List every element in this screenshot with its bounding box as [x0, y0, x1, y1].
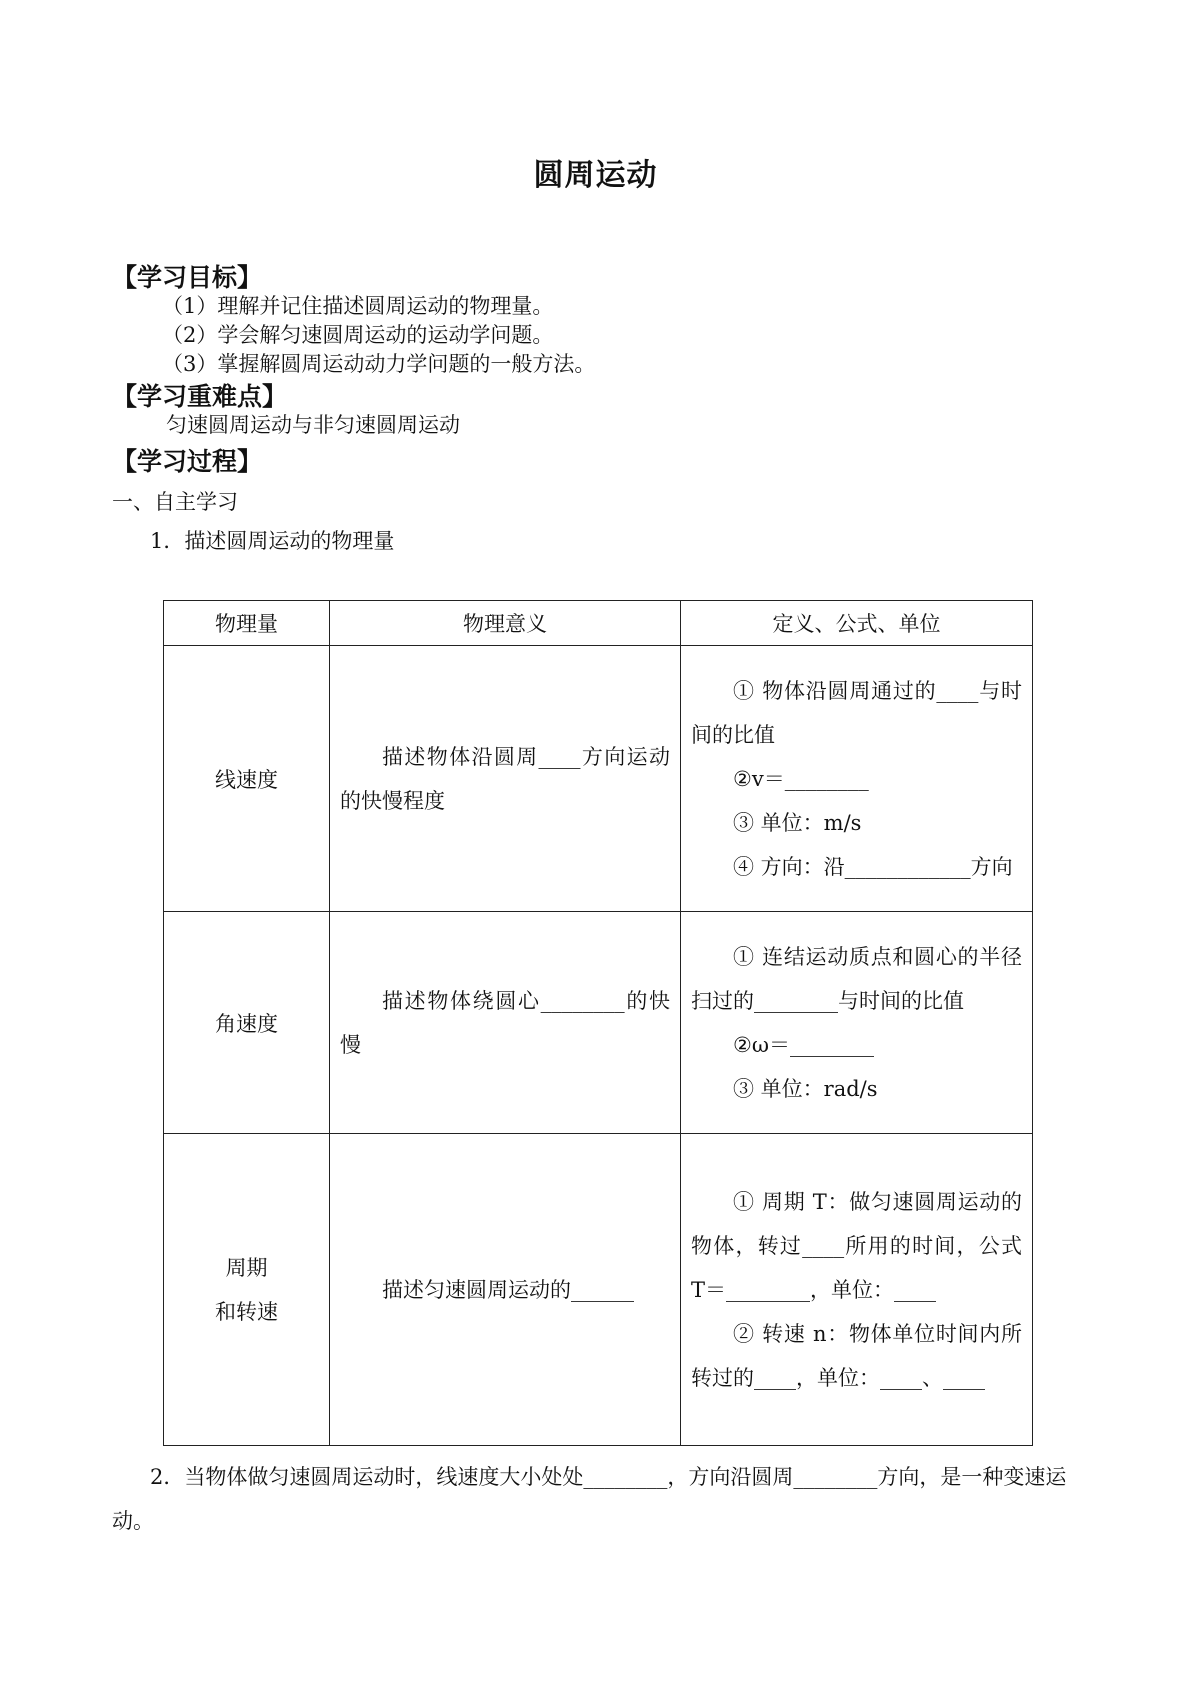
quantity-name-line: 周期 — [225, 1255, 268, 1280]
table-row — [164, 912, 1033, 1134]
key-points-text: 匀速圆周运动与非匀速圆周运动 — [166, 413, 460, 437]
table-row — [164, 646, 1033, 912]
objectives-heading: 【学习目标】 — [112, 263, 263, 292]
header-meaning: 物理意义 — [330, 601, 681, 646]
meaning-cell — [330, 912, 681, 1134]
definition-line: ③ 单位：m/s — [733, 810, 862, 835]
process-heading: 【学习过程】 — [112, 447, 263, 476]
objective-2: （2）学会解匀速圆周运动的运动学问题。 — [162, 323, 554, 347]
header-quantity: 物理量 — [164, 601, 330, 646]
header-definition: 定义、公式、单位 — [681, 601, 1033, 646]
quantity-name — [164, 912, 330, 1134]
quantity-name-line: 和转速 — [215, 1299, 278, 1324]
meaning-cell — [330, 646, 681, 912]
objective-3: （3）掌握解圆周运动动力学问题的一般方法。 — [162, 352, 596, 376]
quantity-name — [164, 646, 330, 912]
meaning-text: 描述物体沿圆周____方向运动的快慢程度 — [340, 744, 670, 813]
key-points-heading: 【学习重难点】 — [112, 382, 288, 411]
objective-1: （1）理解并记住描述圆周运动的物理量。 — [162, 294, 554, 318]
definition-cell — [681, 912, 1033, 1134]
definition-line: ① 连结运动质点和圆心的半径扫过的________与时间的比值 — [691, 944, 1022, 1013]
physical-quantities-table — [163, 600, 1033, 1446]
definition-line: ②v＝________ — [733, 766, 869, 791]
item-2-text — [112, 1455, 1080, 1543]
definition-line: ② 转速 n：物体单位时间内所转过的____，单位：____、____ — [691, 1321, 1022, 1390]
table-header-row — [164, 601, 1033, 646]
item-2-content: 2．当物体做匀速圆周运动时，线速度大小处处________，方向沿圆周________方向，是一种变速运动。 — [112, 1465, 1067, 1533]
item-1-text: 1．描述圆周运动的物理量 — [150, 529, 395, 553]
meaning-text: 描述匀速圆周运动的______ — [382, 1277, 634, 1302]
meaning-text: 描述物体绕圆心________的快慢 — [340, 988, 670, 1057]
meaning-cell — [330, 1134, 681, 1446]
quantity-name-line: 角速度 — [215, 1011, 278, 1036]
quantity-name — [164, 1134, 330, 1446]
definition-line: ① 物体沿圆周通过的____与时间的比值 — [691, 678, 1022, 747]
section-self-study: 一、自主学习 — [112, 490, 238, 514]
definition-line: ③ 单位：rad/s — [733, 1076, 878, 1101]
definition-cell — [681, 646, 1033, 912]
definition-line: ④ 方向：沿____________方向 — [733, 854, 1013, 879]
table-row — [164, 1134, 1033, 1446]
definition-cell — [681, 1134, 1033, 1446]
quantity-name-line: 线速度 — [215, 767, 278, 792]
definition-line: ②ω＝________ — [733, 1032, 874, 1057]
document-title: 圆周运动 — [533, 158, 658, 193]
definition-line: ① 周期 T：做匀速圆周运动的物体，转过____所用的时间，公式 T＝________，单位：____ — [691, 1189, 1022, 1302]
